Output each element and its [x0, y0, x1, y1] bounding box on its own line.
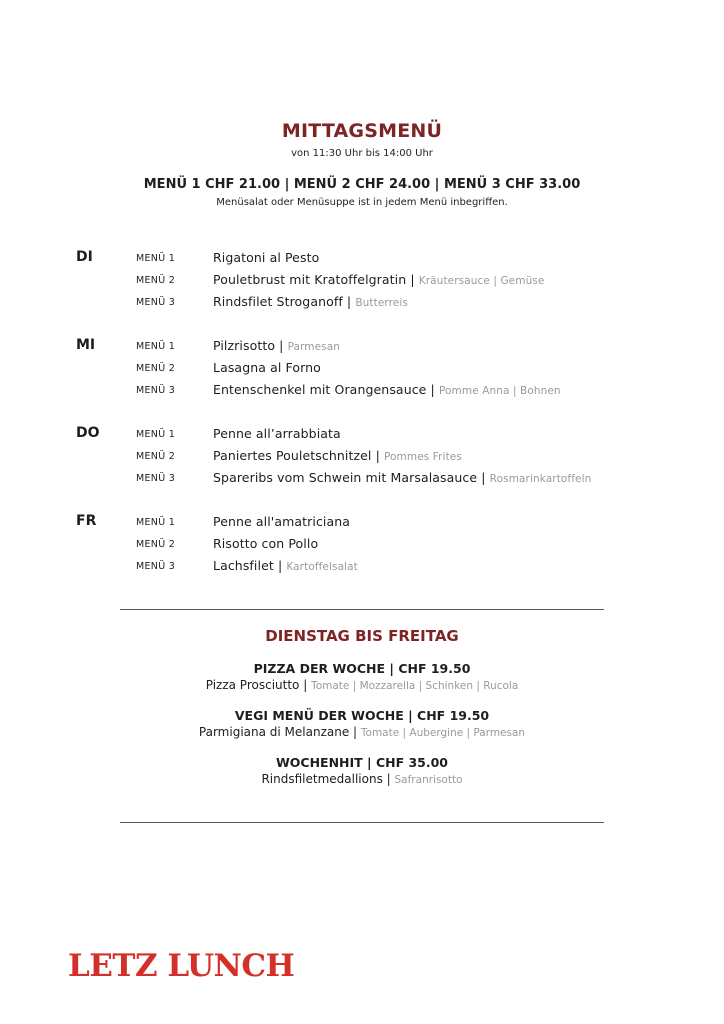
- special-vegi: [0, 708, 724, 739]
- day-block-fr: [76, 513, 676, 579]
- special-description: Rindsfiletmedallions | Safranrisotto: [261, 772, 463, 786]
- page-title: MITTAGSMENÜ: [281, 120, 443, 142]
- menu-row: [76, 381, 676, 403]
- menu-number: MENÜ 3: [136, 473, 176, 484]
- dish-text: Spareribs vom Schwein mit Marsalasauce: [213, 470, 478, 485]
- menu-row: [76, 557, 676, 579]
- menu-row: [76, 425, 676, 447]
- special-dish: Parmigiana di Melanzane: [198, 725, 350, 739]
- menu-row: [76, 469, 676, 491]
- special-title: VEGI MENÜ DER WOCHE | CHF 19.50: [234, 708, 490, 723]
- dish-sides: Butterreis: [355, 297, 408, 309]
- dish-name: Spareribs vom Schwein mit Marsalasauce | Rosmarinkartoffeln: [213, 470, 592, 485]
- dish-text: Rigatoni al Pesto: [213, 250, 320, 265]
- section-divider: [120, 822, 604, 823]
- daily-menu-list: [76, 249, 676, 601]
- special-title: PIZZA DER WOCHE | CHF 19.50: [253, 661, 471, 676]
- menu-row: [76, 513, 676, 535]
- day-label: FR: [76, 513, 97, 529]
- menu-row: [76, 359, 676, 381]
- menu-prices: MENÜ 1 CHF 21.00 | MENÜ 2 CHF 24.00 | MENÜ 3 CHF 33.00: [143, 177, 581, 192]
- day-block-mi: [76, 337, 676, 403]
- menu-number: MENÜ 2: [136, 539, 176, 550]
- menu-number: MENÜ 3: [136, 561, 176, 572]
- dish-name: [213, 536, 318, 551]
- menu-row: [76, 337, 676, 359]
- menu-number: MENÜ 2: [136, 363, 176, 374]
- special-dish: Rindsfiletmedallions: [261, 772, 383, 786]
- dish-text: Pouletbrust mit Kratoffelgratin: [213, 272, 407, 287]
- dish-name: Entenschenkel mit Orangensauce | Pomme Anna | Bohnen: [213, 382, 561, 397]
- menu-number: MENÜ 3: [136, 385, 176, 396]
- special-dish: Pizza Prosciutto: [205, 678, 300, 692]
- special-sides: Tomate | Aubergine | Parmesan: [360, 727, 526, 739]
- dish-name: Pilzrisotto | Parmesan: [213, 338, 341, 353]
- menu-row: [76, 249, 676, 271]
- day-label: DO: [76, 425, 100, 441]
- weekly-title: DIENSTAG BIS FREITAG: [265, 627, 459, 645]
- menu-note: Menüsalat oder Menüsuppe ist in jedem Menü inbegriffen.: [216, 197, 508, 208]
- dish-text: Paniertes Pouletschnitzel: [213, 448, 372, 463]
- dish-name: [213, 426, 341, 441]
- dish-text: Entenschenkel mit Orangensauce: [213, 382, 427, 397]
- dish-text: Lachsfilet: [213, 558, 274, 573]
- dish-sides: Pomme Anna | Bohnen: [438, 385, 561, 397]
- special-description: Parmigiana di Melanzane | Tomate | Aubergine | Parmesan: [198, 725, 526, 739]
- menu-number: MENÜ 2: [136, 451, 176, 462]
- menu-number: MENÜ 2: [136, 275, 176, 286]
- menu-row: [76, 535, 676, 557]
- day-label: MI: [76, 337, 96, 353]
- menu-row: [76, 271, 676, 293]
- section-divider: [120, 609, 604, 610]
- menu-number: MENÜ 1: [136, 253, 176, 264]
- menu-number: MENÜ 1: [136, 341, 176, 352]
- dish-text: Pilzrisotto: [213, 338, 276, 353]
- dish-name: Paniertes Pouletschnitzel | Pommes Frites: [213, 448, 462, 463]
- dish-name: [213, 250, 319, 265]
- dish-sides: Kräutersauce | Gemüse: [418, 275, 545, 287]
- serving-time: von 11:30 Uhr bis 14:00 Uhr: [291, 148, 433, 159]
- menu-number: MENÜ 1: [136, 429, 176, 440]
- day-label: DI: [76, 249, 93, 265]
- menu-header: [0, 120, 724, 208]
- special-description: Pizza Prosciutto | Tomate | Mozzarella | Schinken | Rucola: [205, 678, 519, 692]
- special-sides: Tomate | Mozzarella | Schinken | Rucola: [311, 680, 519, 692]
- dish-text: Risotto con Pollo: [213, 536, 319, 551]
- menu-number: MENÜ 3: [136, 297, 176, 308]
- dish-name: [213, 514, 350, 529]
- day-block-do: [76, 425, 676, 491]
- dish-text: Rindsfilet Stroganoff: [213, 294, 343, 309]
- brand-logo: LETZ LUNCH: [68, 948, 295, 984]
- special-wochenhit: [0, 755, 724, 786]
- menu-number: MENÜ 1: [136, 517, 176, 528]
- menu-row: [76, 447, 676, 469]
- dish-sides: Kartoffelsalat: [286, 561, 358, 573]
- menu-row: [76, 293, 676, 315]
- dish-sides: Rosmarinkartoffeln: [489, 473, 592, 485]
- dish-sides: Pommes Frites: [383, 451, 462, 463]
- dish-sides: Parmesan: [287, 341, 341, 353]
- dish-name: Lachsfilet | Kartoffelsalat: [213, 558, 358, 573]
- dish-name: Rindsfilet Stroganoff | Butterreis: [213, 294, 408, 309]
- dish-name: [213, 360, 321, 375]
- dish-name: Pouletbrust mit Kratoffelgratin | Kräutersauce | Gemüse: [213, 272, 545, 287]
- special-title: WOCHENHIT | CHF 35.00: [275, 755, 449, 770]
- dish-text: Penne all'amatriciana: [213, 514, 351, 529]
- dish-text: Lasagna al Forno: [213, 360, 321, 375]
- special-pizza: [0, 661, 724, 692]
- special-sides: Safranrisotto: [394, 774, 463, 786]
- day-block-di: [76, 249, 676, 315]
- weekly-specials: [0, 627, 724, 786]
- dish-text: Penne all’arrabbiata: [213, 426, 341, 441]
